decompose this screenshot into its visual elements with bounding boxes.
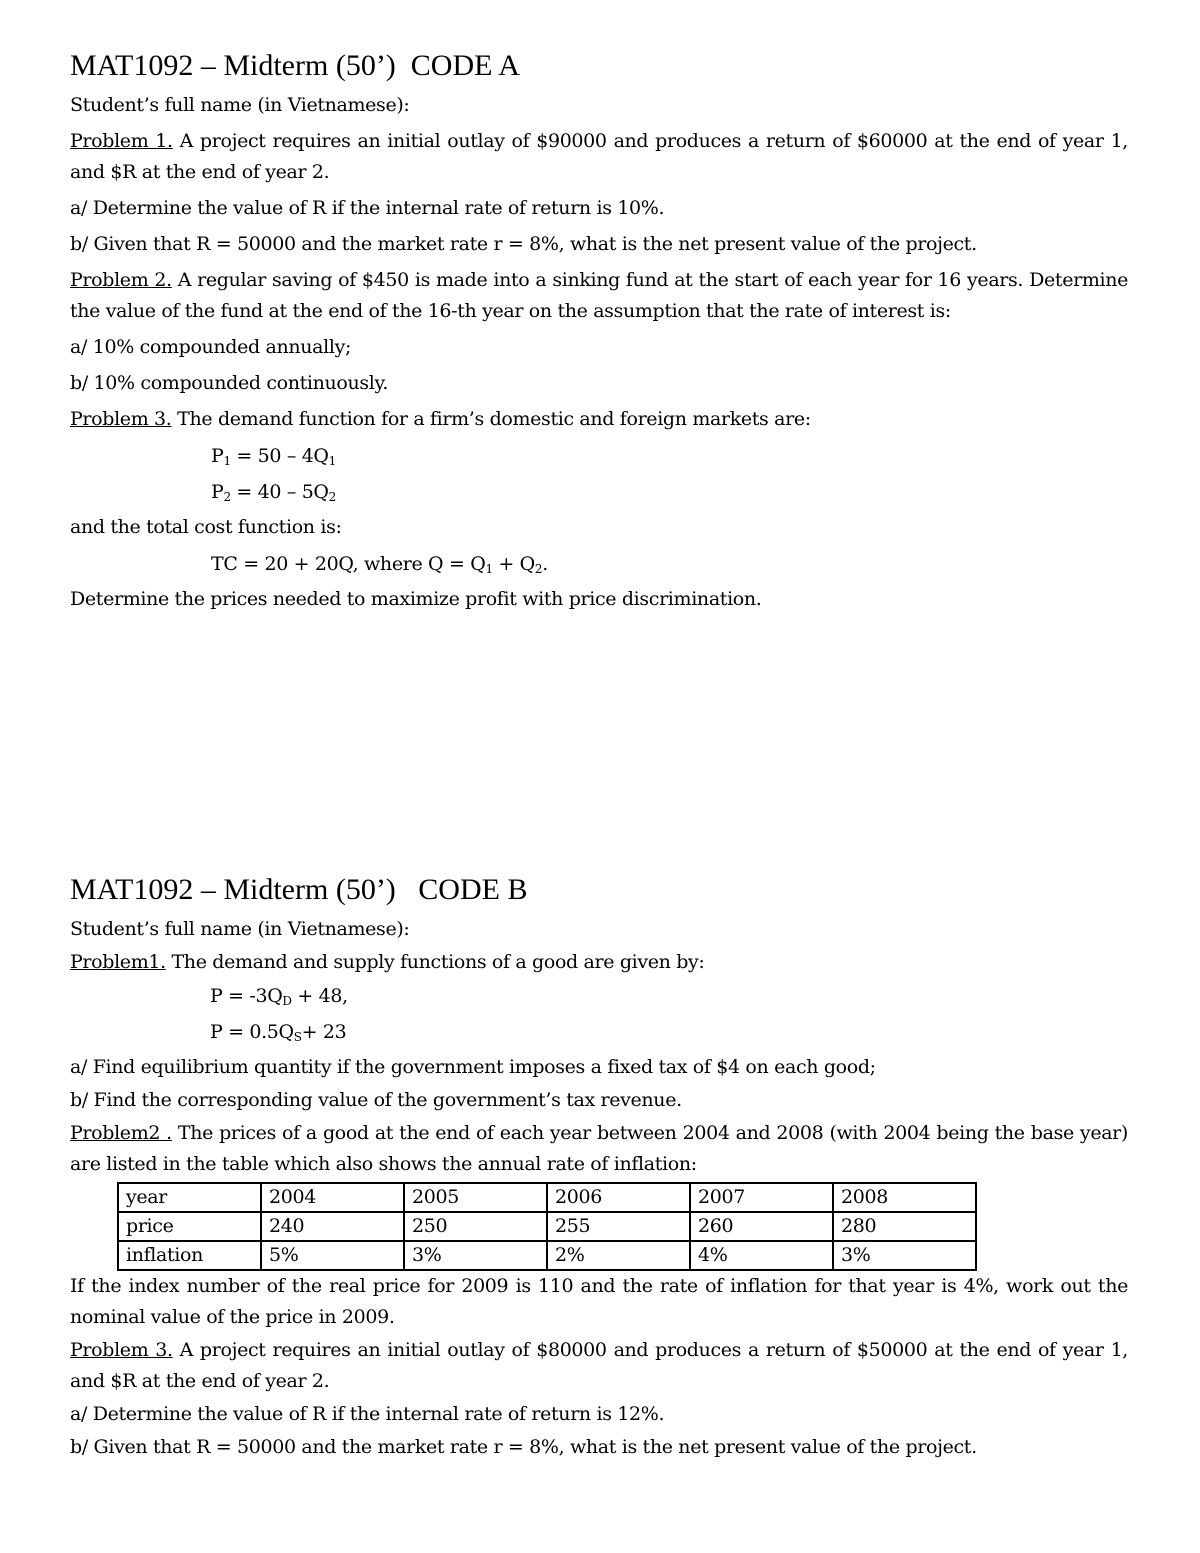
table-cell: 3% [404,1241,547,1270]
problem-label: Problem 2. [70,269,172,291]
code-b-problem-2 [70,1118,1128,1180]
table-cell: 2004 [261,1183,404,1212]
code-a-problem-3 [70,404,1128,435]
table-cell: 2007 [690,1183,833,1212]
table-cell: 2% [547,1241,690,1270]
table-cell: 240 [261,1212,404,1241]
table-cell: 2008 [833,1183,976,1212]
price-inflation-table [117,1182,977,1271]
table-cell: price [118,1212,261,1241]
problem-label: Problem1. [70,951,166,973]
table-cell: 260 [690,1212,833,1241]
demand-equation: $P = -3Q_D + 48$, [210,985,348,1008]
code-b-problem-3-part-a: a/ Determine the value of R if the internal rate of return is 12%. [70,1403,665,1425]
code-a-problem-3-question: Determine the prices needed to maximize profit with price discrimination. [70,588,762,610]
code-b-problem-3 [70,1335,1128,1397]
code-b-problem-1 [70,947,1128,978]
code-a-problem-2 [70,265,1128,327]
total-cost-intro: and the total cost function is: [70,516,342,538]
table-cell: 5% [261,1241,404,1270]
code-b-problem-1-part-a: a/ Find equilibrium quantity if the government imposes a fixed tax of $4 on each good; [70,1056,876,1078]
table-row [118,1183,976,1212]
code-a-problem-1-part-a: a/ Determine the value of R if the internal rate of return is 10%. [70,197,665,219]
table-cell: 3% [833,1241,976,1270]
code-b-problem-1-part-b: b/ Find the corresponding value of the government’s tax revenue. [70,1089,682,1111]
code-a-problem-1 [70,126,1128,188]
problem-label: Problem 3. [70,1339,173,1361]
code-b-title: MAT1092 – Midterm (50’) CODE B [70,873,528,906]
total-cost-equation: TC = 20 + 20Q, where $Q = Q_1 + Q_2$. [211,553,548,576]
problem-text: The demand function for a firm’s domestic and foreign markets are: [171,408,811,430]
problem-text: The prices of a good at the end of each year between 2004 and 2008 (with 2004 being the base year) are listed in the table which also shows the annual rate of inflation: [70,1122,1128,1175]
table-cell: 4% [690,1241,833,1270]
demand-equation-2: $P_2 = 40 - 5Q_2$ [211,481,336,504]
problem-text: A regular saving of $450 is made into a sinking fund at the start of each year for 16 years. Determine the value of the fund at the end of the 16-th year on the assumption that the rate of interest is: [70,269,1128,322]
problem-text: The demand and supply functions of a good are given by: [165,951,705,973]
table-cell: 2005 [404,1183,547,1212]
code-b-problem-2-question: If the index number of the real price for 2009 is 110 and the rate of inflation for that year is 4%, work out the nominal value of the price in 2009. [70,1275,1128,1328]
supply-equation: $P = 0.5Q_S+ 23$ [210,1021,347,1044]
table-row [118,1241,976,1270]
table-cell: 250 [404,1212,547,1241]
demand-equation-1: $P_1 = 50 - 4Q_1$ [211,445,336,468]
code-b-student-label: Student’s full name (in Vietnamese): [70,918,410,940]
problem-label: Problem2 . [70,1122,172,1144]
problem-label: Problem 1. [70,130,173,152]
table-cell: 255 [547,1212,690,1241]
problem-label: Problem 3. [70,408,172,430]
code-a-problem-1-part-b: b/ Given that R = 50000 and the market rate r = 8%, what is the net present value of the project. [70,233,977,255]
table-cell: 2006 [547,1183,690,1212]
code-a-problem-2-part-a: a/ 10% compounded annually; [70,336,352,358]
code-a-student-label: Student’s full name (in Vietnamese): [70,94,410,116]
table-cell: inflation [118,1241,261,1270]
table-cell: year [118,1183,261,1212]
table-row [118,1212,976,1241]
problem-text: A project requires an initial outlay of $90000 and produces a return of $60000 at the end of year 1, and $R at the end of year 2. [70,130,1128,183]
code-a-problem-2-part-b: b/ 10% compounded continuously. [70,372,389,394]
table-cell: 280 [833,1212,976,1241]
code-b-problem-3-part-b: b/ Given that R = 50000 and the market rate r = 8%, what is the net present value of the project. [70,1436,977,1458]
code-b-section [70,870,1128,1465]
code-a-title: MAT1092 – Midterm (50’) CODE A [70,49,520,82]
problem-text: A project requires an initial outlay of $80000 and produces a return of $50000 at the end of year 1, and $R at the end of year 2. [70,1339,1128,1392]
code-a-section [70,46,1128,620]
